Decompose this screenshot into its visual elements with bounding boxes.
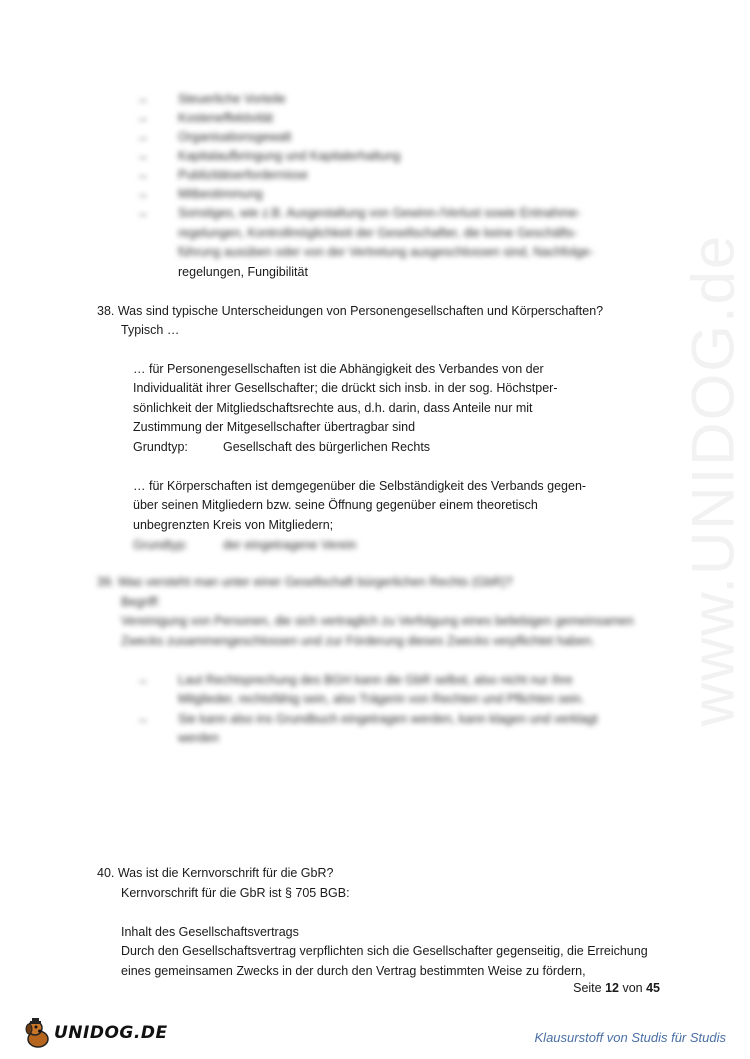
- list-item-continuation: regelungen, Fungibilität: [178, 265, 308, 279]
- question-heading: 40. Was ist die Kernvorschrift für die GbR?: [97, 866, 334, 880]
- arrow-icon: →: [136, 130, 149, 144]
- list-item: Sie kann also ins Grundbuch eingetragen werden, kann klagen und verklagt: [178, 712, 598, 726]
- dog-icon: [22, 1017, 52, 1049]
- paragraph-line: … für Körperschaften ist demgegenüber die Selbständigkeit des Verbands gegen-: [133, 479, 587, 493]
- definition-line: Zwecks zusammengeschlossen und zur Förderung dieses Zwecks verpflichtet haben.: [121, 634, 595, 648]
- paragraph-line: Durch den Gesellschaftsvertrag verpflichten sich die Gesellschafter gegenseitig, die Erreichung: [121, 944, 648, 958]
- footer-tagline: Klausurstoff von Studis für Studis: [534, 1030, 726, 1045]
- arrow-icon: →: [136, 111, 149, 125]
- page-number: Seite 12 von 45: [573, 981, 660, 995]
- paragraph-line: unbegrenzten Kreis von Mitgliedern;: [133, 518, 334, 532]
- grundtyp-label: Grundtyp:: [133, 440, 188, 454]
- list-item-continuation: regelungen, Kontrollmöglichkeit der Gesellschafter, die keine Geschäfts-: [178, 226, 578, 240]
- arrow-icon: →: [136, 206, 149, 220]
- list-item: Kosteneffektivität: [178, 111, 273, 125]
- arrow-icon: →: [136, 187, 149, 201]
- list-item-continuation: führung ausüben oder von der Vertretung ausgeschlossen sind, Nachfolge-: [178, 245, 594, 259]
- list-item: Laut Rechtsprechung des BGH kann die GbR selbst, also nicht nur ihre: [178, 673, 573, 687]
- paragraph-line: Zustimmung der Mitgesellschafter übertragbar sind: [133, 420, 416, 434]
- list-item-continuation: Mitglieder, rechtsfähig sein, also Trägerin von Rechten und Pflichten sein.: [178, 692, 585, 706]
- arrow-icon: →: [136, 712, 149, 726]
- grundtyp-label: Grundtyp:: [133, 538, 188, 552]
- definition-line: Vereinigung von Personen, die sich vertraglich zu Verfolgung eines beliebigen gemeinsamen: [121, 614, 634, 628]
- question-heading: 38. Was sind typische Unterscheidungen von Personengesellschaften und Körperschaften?: [97, 304, 604, 318]
- paragraph-line: Individualität ihrer Gesellschafter; die drückt sich insb. in der sog. Höchstper-: [133, 381, 558, 395]
- logo-text: UNIDOG.DE: [54, 1023, 168, 1043]
- list-item: Kapitalaufbringung und Kapitalerhaltung: [178, 149, 401, 163]
- answer-intro: Typisch …: [121, 323, 180, 337]
- list-item: Mitbestimmung: [178, 187, 263, 201]
- list-item: Publizitätserfordernisse: [178, 168, 308, 182]
- grundtyp-value: der eingetragene Verein: [223, 538, 357, 552]
- list-item-continuation: werden: [178, 731, 219, 745]
- paragraph-line: … für Personengesellschaften ist die Abhängigkeit des Verbandes von der: [133, 362, 544, 376]
- list-item: Organisationsgewalt: [178, 130, 292, 144]
- paragraph-line: über seinen Mitgliedern bzw. seine Öffnung gegenüber einem theoretisch: [133, 498, 538, 512]
- question-heading: 39. Was versteht man unter einer Gesellschaft bürgerlichen Rechts (GbR)?: [97, 575, 513, 589]
- unidog-logo: [22, 1016, 168, 1050]
- grundtyp-value: Gesellschaft des bürgerlichen Rechts: [223, 440, 431, 454]
- answer-line: Kernvorschrift für die GbR ist § 705 BGB:: [121, 886, 350, 900]
- definition-label: Begriff:: [121, 595, 161, 609]
- list-item: Steuerliche Vorteile: [178, 92, 286, 106]
- arrow-icon: →: [136, 168, 149, 182]
- paragraph-line: sönlichkeit der Mitgliedschaftsrechte aus, d.h. darin, dass Anteile nur mit: [133, 401, 533, 415]
- section-heading: Inhalt des Gesellschaftsvertrags: [121, 925, 299, 939]
- watermark: www.UNIDOG.de: [679, 233, 747, 727]
- arrow-icon: →: [136, 673, 149, 687]
- list-item: Sonstiges, wie z.B. Ausgestaltung von Gewinn-/Verlust sowie Entnahme-: [178, 206, 581, 220]
- arrow-icon: →: [136, 92, 149, 106]
- arrow-icon: →: [136, 149, 149, 163]
- paragraph-line: eines gemeinsamen Zwecks in der durch den Vertrag bestimmten Weise zu fördern,: [121, 964, 586, 978]
